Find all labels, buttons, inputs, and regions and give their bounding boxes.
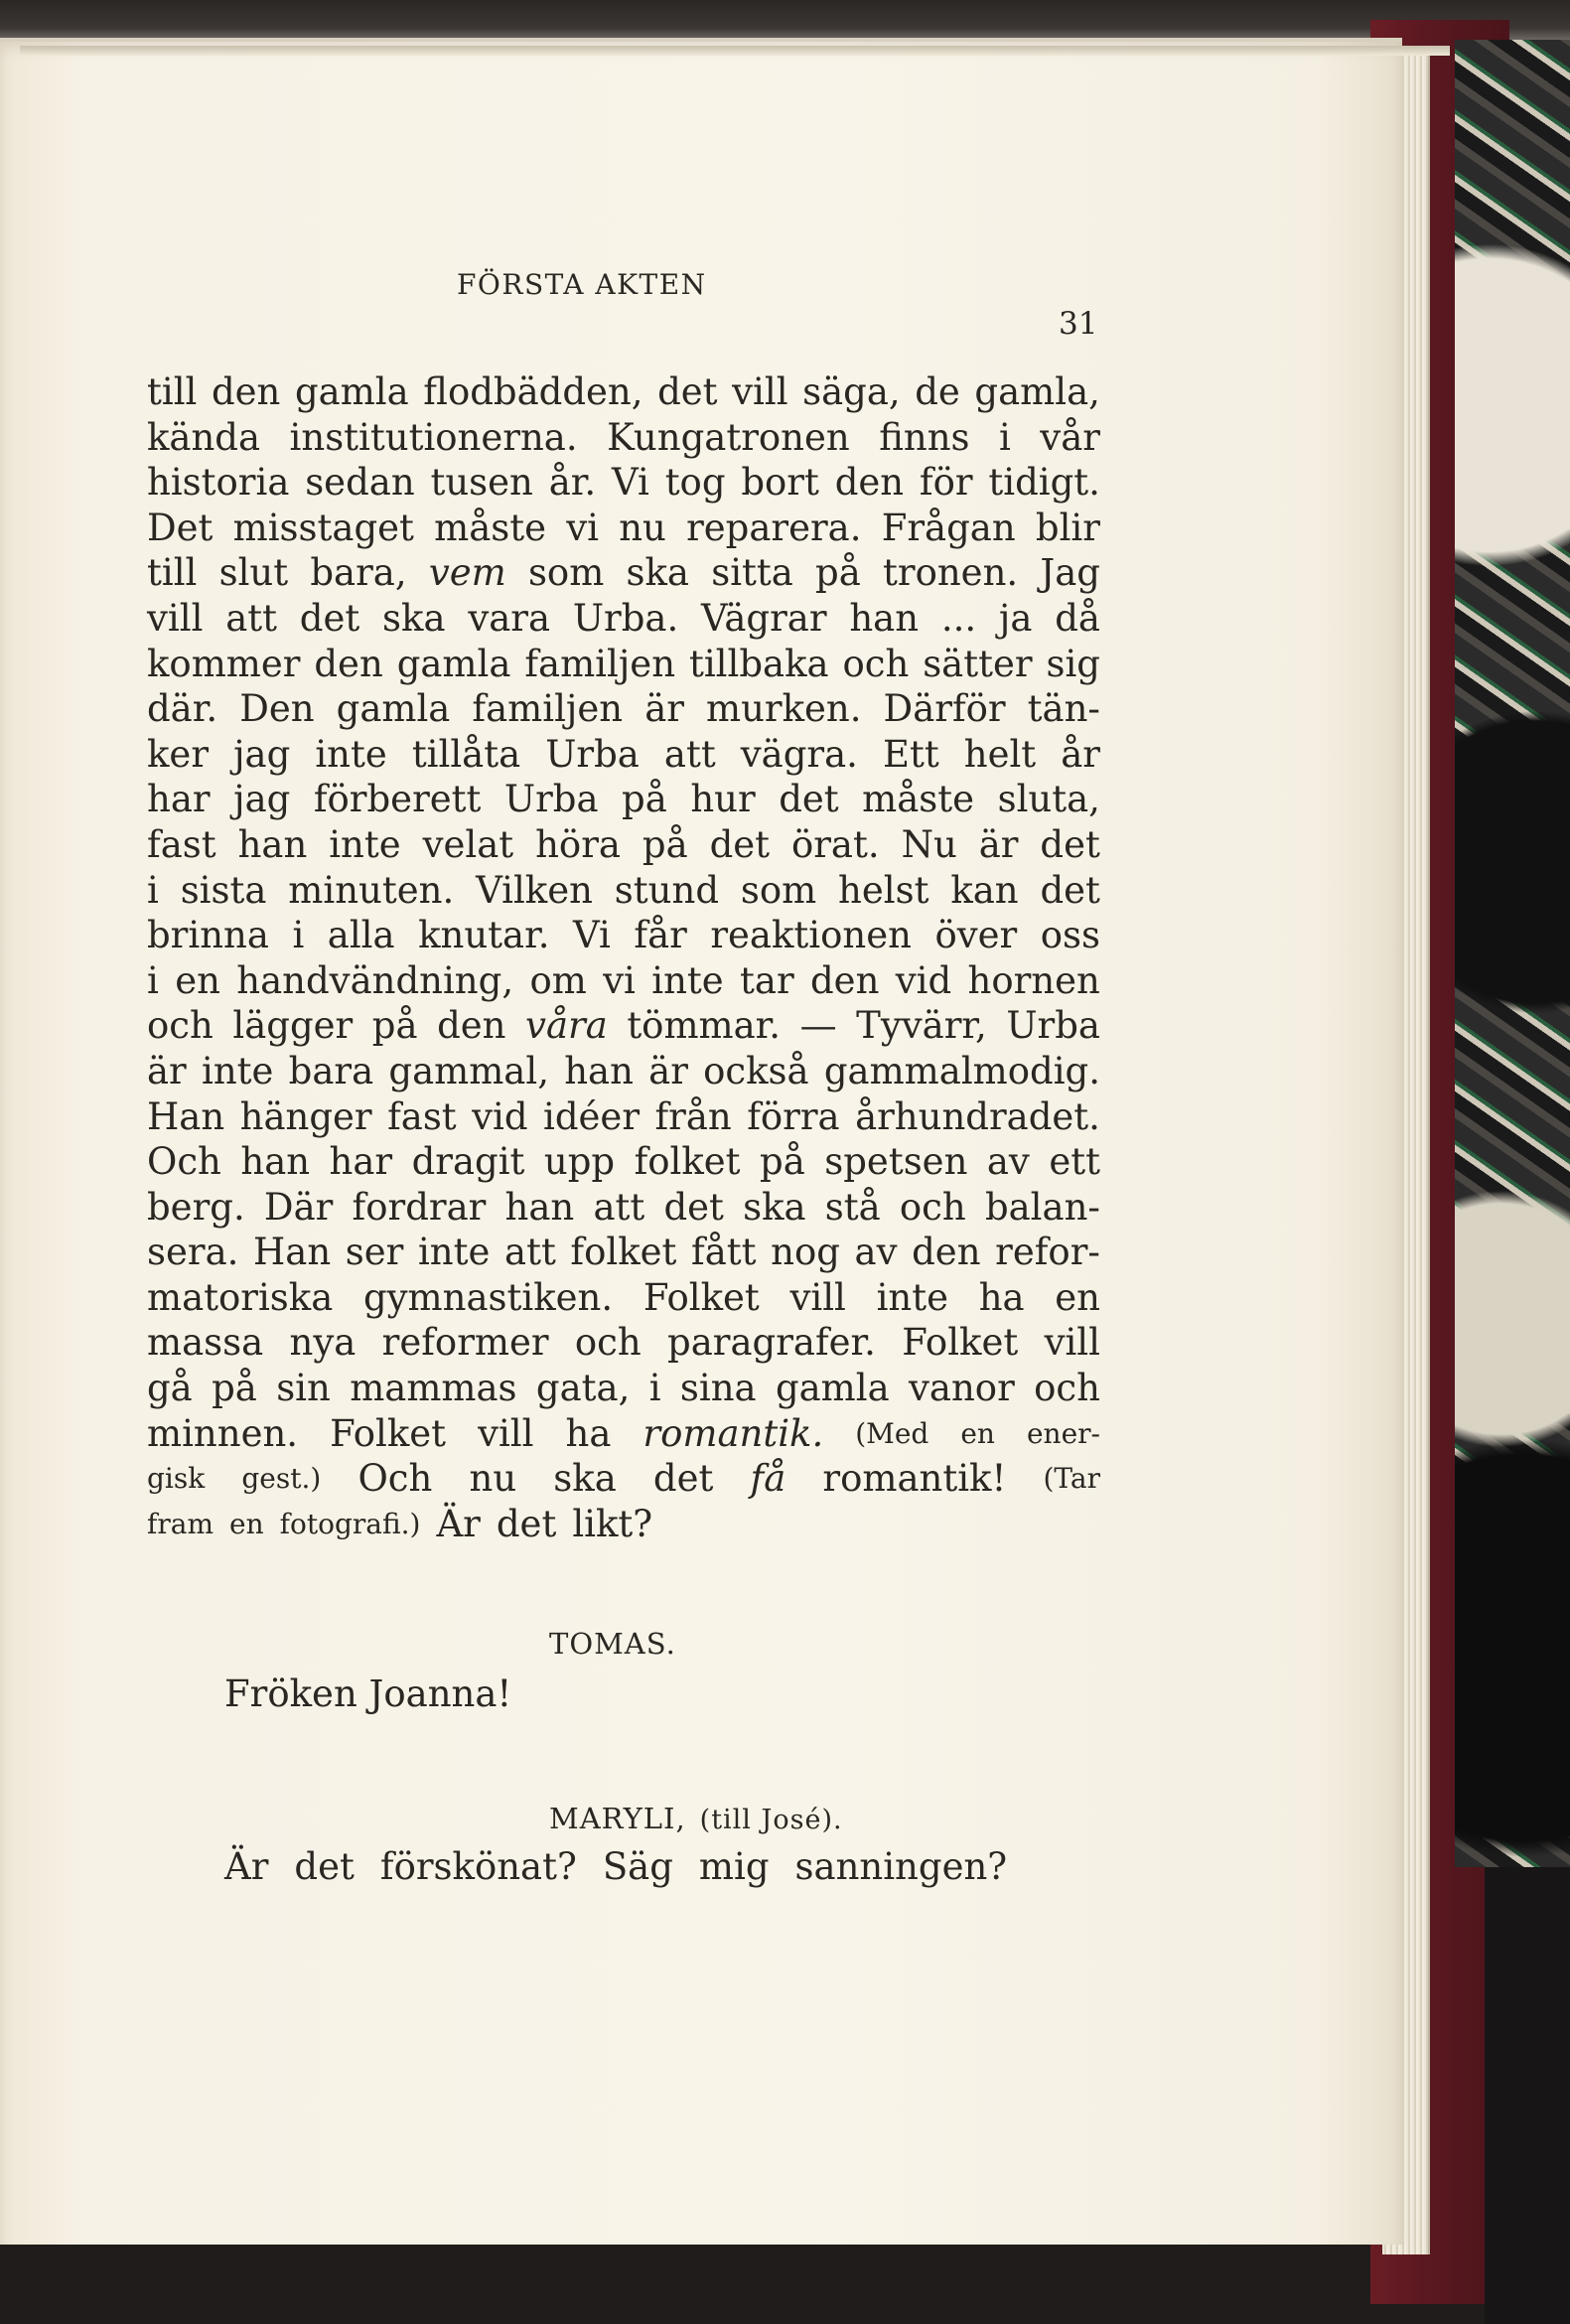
word: och (147, 1004, 214, 1048)
word: att (504, 1231, 556, 1274)
word: jag (233, 778, 291, 821)
word: stund (614, 868, 719, 912)
word: fått (691, 1231, 757, 1274)
word: är (147, 1049, 187, 1092)
word: är (978, 822, 1019, 866)
word: säga, (802, 370, 901, 413)
word: Är (224, 1845, 269, 1888)
word: kan (950, 868, 1019, 912)
word: han (240, 1140, 311, 1184)
text-line (147, 732, 1100, 778)
word: århundradet. (855, 1094, 1100, 1138)
word: ska (553, 1457, 617, 1501)
word: oss (1040, 914, 1100, 957)
word: familjen (524, 642, 676, 685)
word: inte (201, 1049, 274, 1092)
word: reaktionen (710, 914, 912, 957)
page-number: 31 (1059, 306, 1098, 342)
word: ska (743, 1185, 806, 1229)
word: i (292, 914, 305, 957)
word: nu (469, 1457, 517, 1501)
word: den (834, 461, 905, 505)
word: från (654, 1094, 732, 1138)
text-line (147, 642, 1100, 687)
word: tog (664, 461, 726, 505)
word: det (1040, 868, 1100, 912)
word: Nu (901, 822, 957, 866)
word: vill (1044, 1321, 1100, 1365)
word: Där (263, 1185, 334, 1229)
word: handvändning, (236, 958, 514, 1002)
word: tronen. (883, 551, 1019, 595)
word: år (1061, 732, 1100, 776)
word: våra (525, 1004, 608, 1048)
text-line (147, 415, 1100, 461)
word: en (175, 958, 220, 1002)
word: institutionerna. (289, 415, 578, 459)
word: sista (180, 868, 267, 912)
word: Och (147, 1140, 221, 1184)
word: gå (147, 1367, 193, 1410)
word: sera. (147, 1231, 239, 1274)
word: kända (147, 415, 261, 459)
dialogue-line-maryli (224, 1845, 1007, 1888)
word: inte (651, 958, 724, 1002)
word: Säg (602, 1845, 673, 1888)
word: om (529, 958, 587, 1002)
word: vill (732, 370, 788, 413)
word: av (854, 1231, 898, 1274)
word: (Med (855, 1416, 929, 1450)
word: sedan (305, 461, 415, 505)
word: har (329, 1140, 393, 1184)
word: historia (147, 461, 290, 505)
word: Folket (902, 1321, 1019, 1365)
word: får (634, 914, 687, 957)
word: Den (239, 687, 315, 731)
word: murken. (705, 687, 862, 731)
word: familjen (472, 687, 624, 731)
word: — (799, 1004, 837, 1048)
word: minnen. (147, 1411, 299, 1455)
word: den (314, 642, 383, 685)
word: reformer (381, 1321, 549, 1365)
word: jag (233, 732, 291, 776)
word: gamla (396, 642, 511, 685)
word: ja (998, 596, 1033, 640)
book-page (0, 38, 1402, 2245)
word: på (212, 1367, 257, 1410)
word: matoriska (147, 1275, 334, 1319)
word: helt (963, 732, 1037, 776)
word: vid (472, 1094, 528, 1138)
word: förberett (313, 778, 482, 821)
dialogue-line-tomas: Fröken Joanna! (224, 1672, 512, 1715)
text-line (147, 1275, 1100, 1321)
text-line (147, 550, 1100, 596)
word: på (622, 778, 667, 821)
word: är (644, 687, 684, 731)
word: likt? (572, 1502, 653, 1545)
word: och (899, 1185, 966, 1229)
word: ha (978, 1275, 1025, 1319)
word: på (371, 1004, 418, 1048)
text-line (147, 1320, 1100, 1366)
word: vill (147, 596, 204, 640)
word: inte (329, 822, 401, 866)
word: tidigt. (988, 461, 1100, 505)
text-line (147, 460, 1100, 506)
text-line (147, 1411, 1100, 1457)
word: en (1055, 1275, 1100, 1319)
word: Och (357, 1457, 433, 1501)
word: paragrafer. (667, 1321, 876, 1365)
text-line (147, 868, 1100, 914)
word: Därför (883, 687, 1006, 731)
page-top-edge (20, 46, 1450, 56)
word: gamla (336, 687, 451, 731)
word: också (703, 1049, 809, 1092)
word: vid (895, 958, 952, 1002)
word: fast (147, 822, 216, 866)
word: det (657, 370, 718, 413)
word: han (237, 822, 308, 866)
word: berg. (147, 1185, 245, 1229)
word: där. (147, 687, 218, 731)
word: att (593, 1185, 645, 1229)
word: alla (327, 914, 395, 957)
word: blir (1035, 506, 1100, 549)
word: helst (838, 868, 929, 912)
word: det (294, 1845, 355, 1888)
word: brinna (147, 914, 269, 957)
word: det (663, 1185, 724, 1229)
text-line (147, 822, 1100, 868)
word: Urba. (572, 596, 679, 640)
word: få (750, 1457, 786, 1501)
word: han (849, 596, 920, 640)
word: som (740, 868, 817, 912)
word: velat (422, 822, 514, 866)
word: vill (789, 1275, 846, 1319)
word: tusen (430, 461, 533, 505)
word: Frågan (881, 506, 1016, 549)
word: spetsen (824, 1140, 968, 1184)
word: slut (218, 551, 289, 595)
word: sina (679, 1367, 757, 1410)
word: mig (698, 1845, 770, 1888)
body-text (147, 369, 1100, 1546)
word: flodbädden, (423, 370, 643, 413)
word: balan- (984, 1185, 1100, 1229)
word: gest.) (241, 1462, 322, 1496)
word: en (960, 1416, 995, 1450)
word: Urba (1006, 1004, 1100, 1048)
word: finns (879, 415, 970, 459)
text-line (147, 1456, 1100, 1502)
word: inte (876, 1275, 948, 1319)
word: örat. (790, 822, 880, 866)
word: vanor (909, 1367, 1015, 1410)
text-line (147, 1094, 1100, 1140)
word: minuten. (288, 868, 455, 912)
word: av (986, 1140, 1030, 1184)
word: då (1055, 596, 1100, 640)
word: nu (619, 506, 666, 549)
word: ... (940, 596, 977, 640)
marbled-endpaper (1455, 40, 1570, 1867)
word: sin (276, 1367, 331, 1410)
word: över (934, 914, 1018, 957)
word: misstaget (232, 506, 414, 549)
word: på (815, 551, 861, 595)
word: gammalmodig. (823, 1049, 1100, 1092)
word: sanningen? (794, 1845, 1008, 1888)
word: höra (535, 822, 621, 866)
word: vill (478, 1411, 534, 1455)
word: ska (626, 551, 689, 595)
word: i (998, 415, 1011, 459)
word: romantik! (822, 1457, 1007, 1501)
word: upp (543, 1140, 616, 1184)
word: sluta, (997, 778, 1100, 821)
word: måste (862, 778, 975, 821)
text-line (147, 1049, 1100, 1094)
word: vår (1040, 415, 1100, 459)
word: stå (824, 1185, 881, 1229)
word: vi (603, 958, 636, 1002)
word: och (1034, 1367, 1100, 1410)
word: hänger (239, 1094, 372, 1138)
word: det (1040, 822, 1100, 866)
word: ha (565, 1411, 612, 1455)
word: i (147, 868, 159, 912)
word: ener- (1026, 1416, 1100, 1450)
word: en (229, 1507, 264, 1540)
text-line (147, 596, 1100, 642)
word: gisk (147, 1462, 206, 1496)
word: tillbaka (688, 642, 829, 685)
speaker-name: MARYLI, (549, 1802, 686, 1835)
word: nya (289, 1321, 357, 1365)
word: Vi (611, 461, 649, 505)
word: i (648, 1367, 661, 1410)
word: det (652, 1457, 714, 1501)
text-line (147, 913, 1100, 958)
word: Tyvärr, (856, 1004, 987, 1048)
word: (Tar (1043, 1462, 1100, 1496)
word: romantik. (642, 1411, 824, 1455)
word: hornen (967, 958, 1100, 1002)
word: de (915, 370, 960, 413)
word: Det (147, 506, 214, 549)
word: Urba (545, 732, 640, 776)
word: måste (434, 506, 547, 549)
word: ska (382, 596, 446, 640)
word: dragit (411, 1140, 525, 1184)
text-line (147, 1366, 1100, 1411)
word: fordrar (352, 1185, 487, 1229)
scan-background-top (0, 0, 1570, 40)
word: gammal, (388, 1049, 549, 1092)
text-line (147, 1230, 1100, 1275)
word: Folket (642, 1275, 760, 1319)
word: tillåta (411, 732, 521, 776)
word: vara (468, 596, 551, 640)
text-line (147, 958, 1100, 1004)
word: att (663, 732, 716, 776)
word: vem (428, 551, 506, 595)
text-line (147, 1003, 1100, 1049)
word: ser (345, 1231, 404, 1274)
word: bort (741, 461, 819, 505)
word: bara, (310, 551, 407, 595)
word: tar (740, 958, 794, 1002)
word: Jag (1040, 551, 1100, 595)
word: den (810, 958, 880, 1002)
word: inte (417, 1231, 491, 1274)
word: gamla, (974, 370, 1100, 413)
speaker-name-maryli (549, 1802, 843, 1835)
text-line (147, 1185, 1100, 1231)
word: har (147, 778, 211, 821)
stage-direction: (till José). (699, 1805, 843, 1835)
text-line (147, 686, 1100, 732)
word: folket (570, 1231, 677, 1274)
word: refor- (995, 1231, 1100, 1274)
word: Han (147, 1094, 225, 1138)
word: till (147, 370, 198, 413)
word: Ett (882, 732, 939, 776)
word: ker (147, 732, 210, 776)
word: gamla (775, 1367, 890, 1410)
word: lägger (232, 1004, 354, 1048)
word: bara (288, 1049, 374, 1092)
word: tömmar. (627, 1004, 782, 1048)
word: vägra. (740, 732, 858, 776)
cover-edge (1485, 1867, 1570, 2324)
word: för (919, 461, 973, 505)
word: Vägrar (701, 596, 827, 640)
word: han (504, 1185, 575, 1229)
text-line (147, 777, 1100, 822)
word: Är (436, 1502, 481, 1545)
word: Urba (503, 778, 599, 821)
word: idéer (543, 1094, 641, 1138)
word: vi (566, 506, 599, 549)
word: gymnastiken. (362, 1275, 614, 1319)
word: är (648, 1049, 688, 1092)
word: mammas (350, 1367, 517, 1410)
word: den (211, 370, 281, 413)
word: sig (1046, 642, 1100, 685)
word: den (912, 1231, 981, 1274)
word: förra (747, 1094, 840, 1138)
word: på (760, 1140, 805, 1184)
word: som (527, 551, 605, 595)
word: hur (690, 778, 756, 821)
text-line (147, 1502, 1100, 1547)
word: gamla (294, 370, 409, 413)
word: Vilken (476, 868, 593, 912)
word: fram (147, 1507, 214, 1540)
word: knutar. (418, 914, 550, 957)
word: det (496, 1502, 557, 1545)
word: ett (1049, 1140, 1100, 1184)
running-head: FÖRSTA AKTEN (457, 268, 707, 301)
word: det (709, 822, 771, 866)
word: sitta (711, 551, 793, 595)
word: att (225, 596, 277, 640)
word: sätter (923, 642, 1033, 685)
text-line (147, 369, 1100, 415)
word: det (779, 778, 839, 821)
word: till (147, 551, 198, 595)
word: folket (634, 1140, 741, 1184)
word: massa (147, 1321, 264, 1365)
word: inte (315, 732, 387, 776)
text-line (147, 506, 1100, 551)
speaker-name-tomas: TOMAS. (549, 1627, 676, 1661)
word: Han (253, 1231, 332, 1274)
word: reparera. (686, 506, 862, 549)
word: Kungatronen (607, 415, 850, 459)
word: förskönat? (379, 1845, 577, 1888)
word: det (299, 596, 360, 640)
word: i (147, 958, 159, 1002)
word: och (574, 1321, 642, 1365)
word: Vi (572, 914, 611, 957)
word: fotografi.) (279, 1507, 421, 1540)
word: år. (548, 461, 597, 505)
word: den (437, 1004, 506, 1048)
word: han (564, 1049, 634, 1092)
text-line (147, 1139, 1100, 1185)
word: på (642, 822, 688, 866)
word: gata, (535, 1367, 631, 1410)
word: tän- (1027, 687, 1100, 731)
word: fast (387, 1094, 457, 1138)
word: kommer (147, 642, 301, 685)
word: nog (771, 1231, 840, 1274)
word: Folket (330, 1411, 447, 1455)
word: och (842, 642, 910, 685)
